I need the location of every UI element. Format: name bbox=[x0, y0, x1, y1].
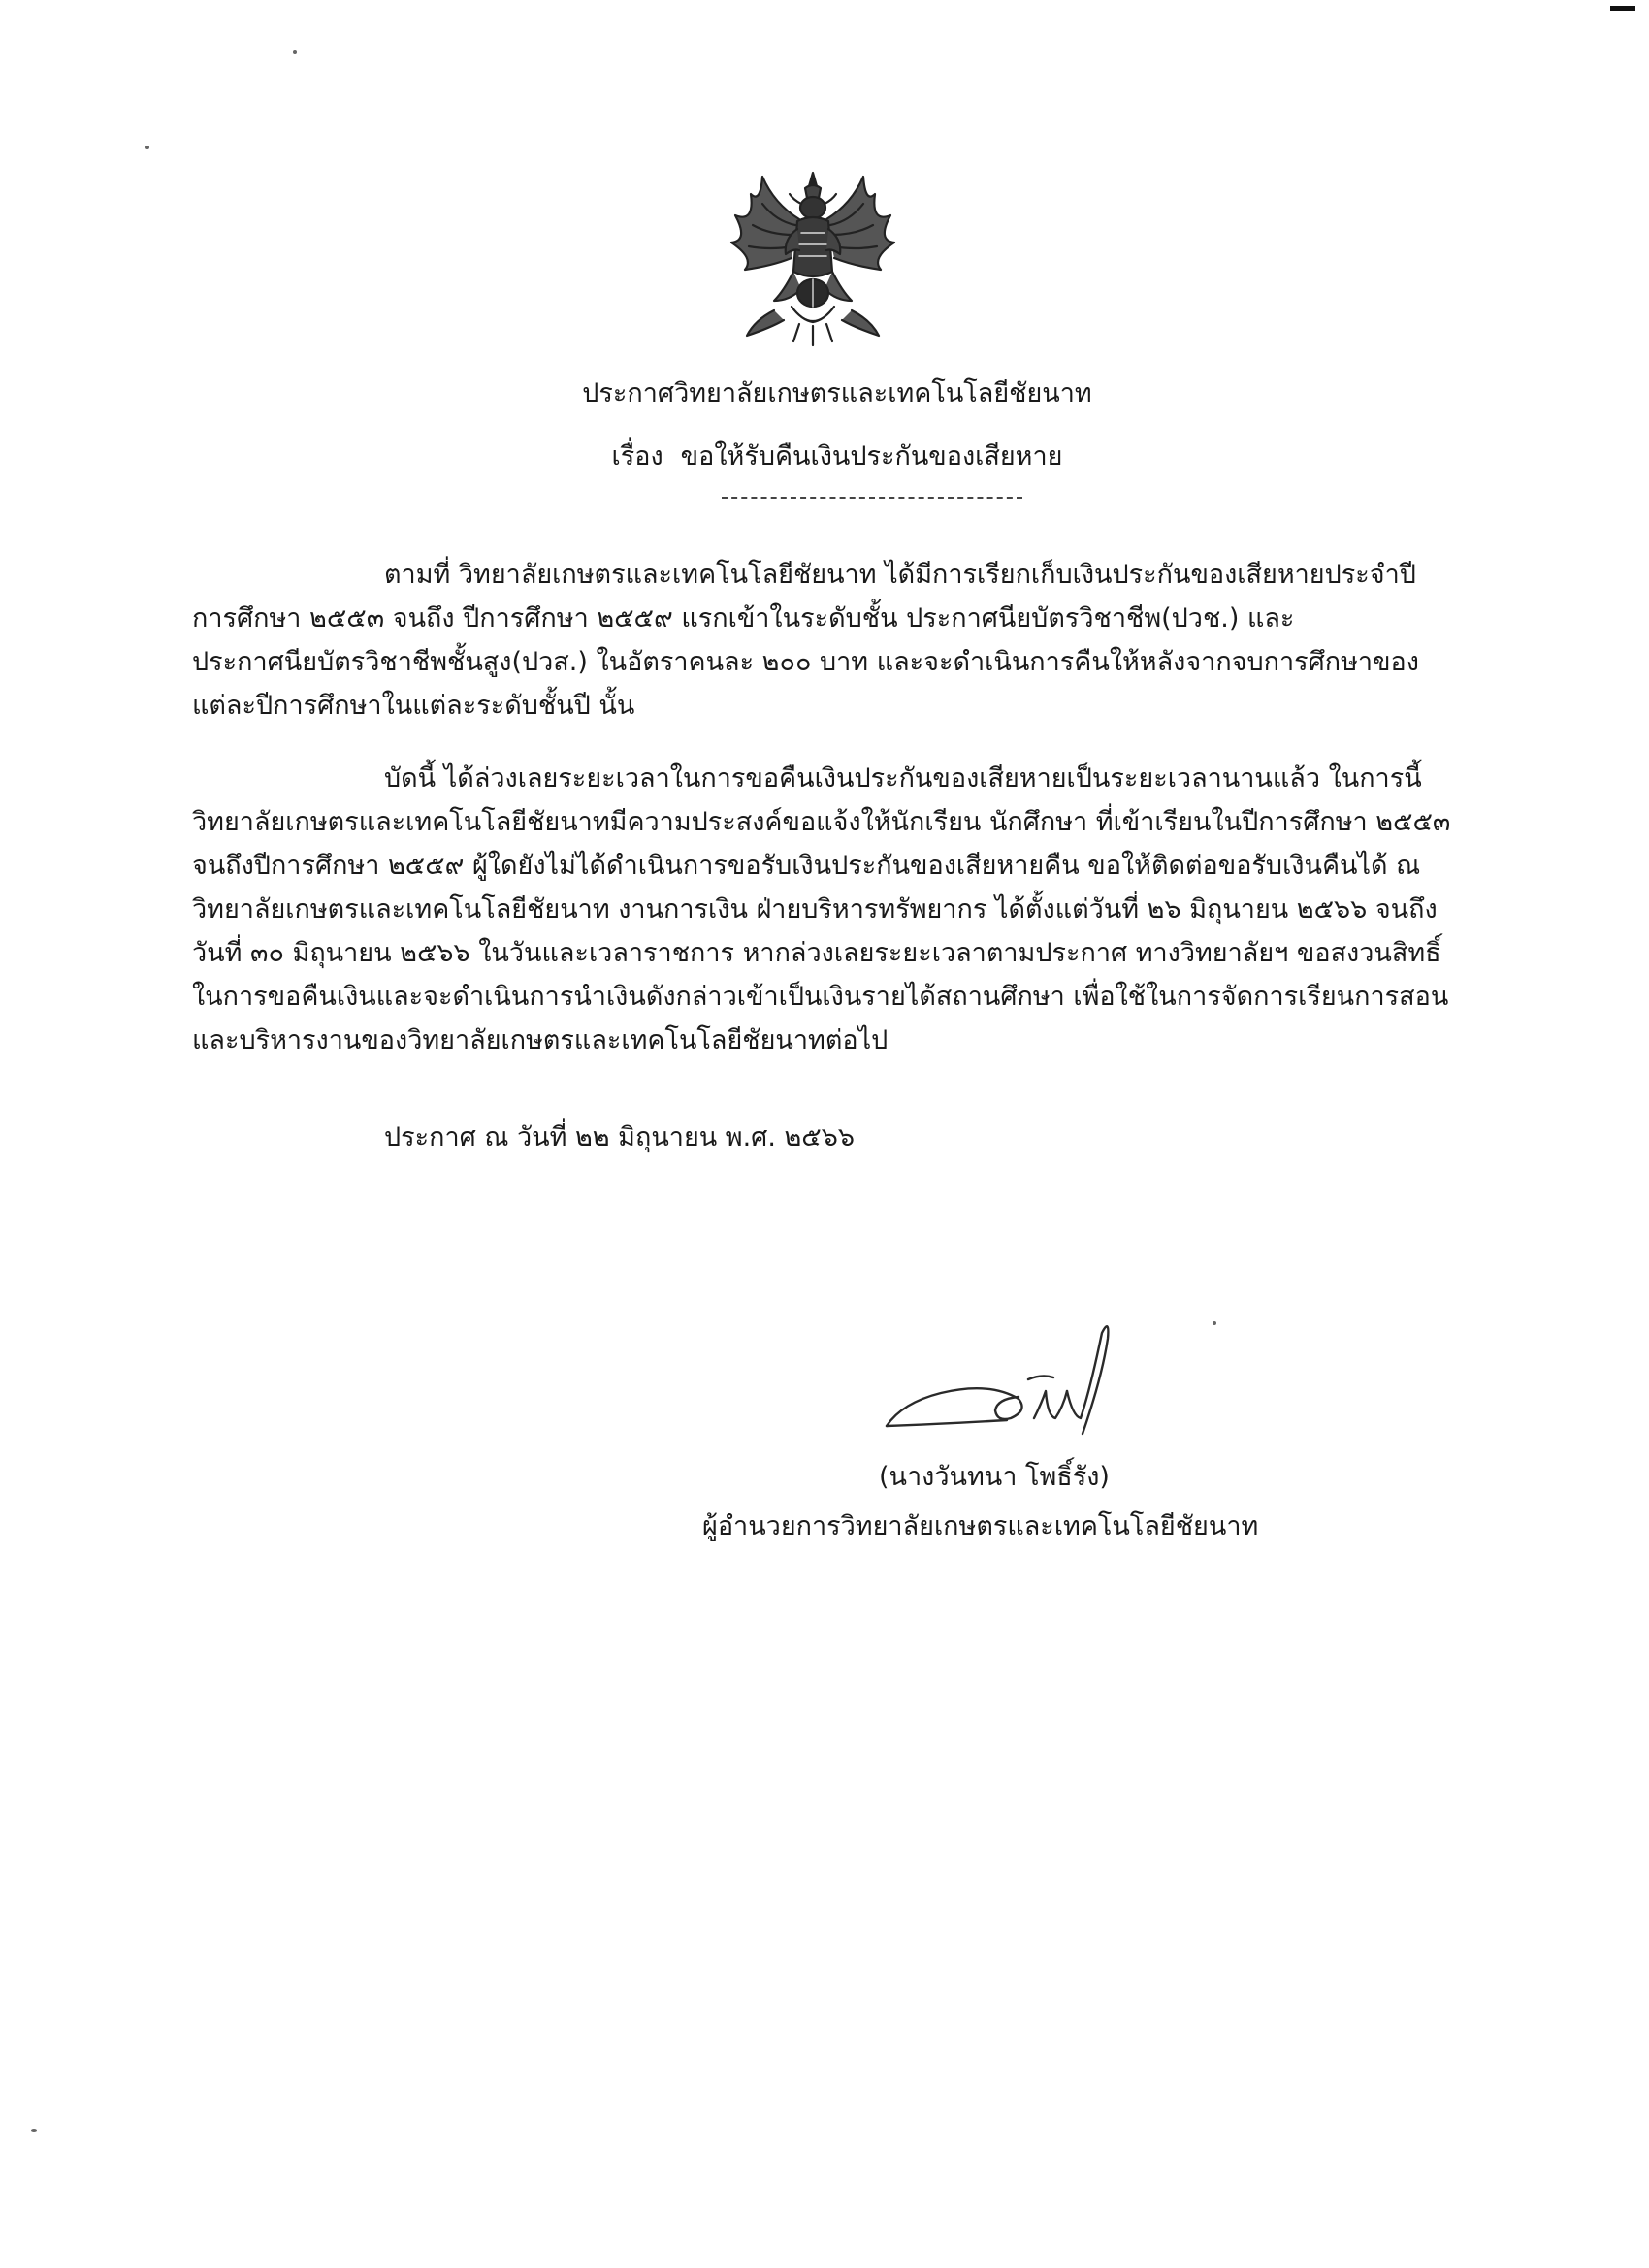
scan-speck bbox=[1212, 1321, 1216, 1325]
paragraph-line: ประกาศนียบัตรวิชาชีพชั้นสูง(ปวส.) ในอัตราคนละ ๒๐๐ บาท และจะดำเนินการคืนให้หลังจากจบการศึกษาของ bbox=[192, 647, 1419, 677]
signatory-name: (นางวันทนา โพธิ์รัง) bbox=[879, 1462, 1110, 1492]
scan-speck bbox=[146, 146, 149, 149]
paragraph-line: วันที่ ๓๐ มิถุนายน ๒๕๖๖ ในวันและเวลาราชการ หากล่วงเลยระยะเวลาตามประกาศ ทางวิทยาลัยฯ ขอสงวนสิทธิ์ bbox=[192, 938, 1441, 968]
paragraph-line: ตามที่ วิทยาลัยเกษตรและเทคโนโลยีชัยนาท ได้มีการเรียกเก็บเงินประกันของเสียหายประจำปี bbox=[384, 560, 1416, 590]
paragraph-line: จนถึงปีการศึกษา ๒๕๕๙ ผู้ใดยังไม่ได้ดำเนินการขอรับเงินประกันของเสียหายคืน ขอให้ติดต่อขอรับเงินคืนได้ ณ bbox=[192, 851, 1421, 881]
paragraph-line: และบริหารงานของวิทยาลัยเกษตรและเทคโนโลยีชัยนาทต่อไป bbox=[192, 1025, 889, 1055]
garuda-emblem-icon bbox=[716, 165, 910, 349]
announcement-subject bbox=[13, 439, 1649, 474]
paragraph-line: บัดนี้ ได้ล่วงเลยระยะเวลาในการขอคืนเงินประกันของเสียหายเป็นระยะเวลานานแล้ว ในการนี้ bbox=[384, 763, 1422, 794]
paragraph-line: แต่ละปีการศึกษาในแต่ละระดับชั้นปี นั้น bbox=[192, 691, 635, 721]
signatory-position: ผู้อำนวยการวิทยาลัยเกษตรและเทคโนโลยีชัยนาท bbox=[702, 1511, 1259, 1541]
paragraph-line: การศึกษา ๒๕๕๓ จนถึง ปีการศึกษา ๒๕๕๙ แรกเข้าในระดับชั้น ประกาศนียบัตรวิชาชีพ(ปวช.) และ bbox=[192, 603, 1295, 633]
paragraph-line: วิทยาลัยเกษตรและเทคโนโลยีชัยนาท งานการเงิน ฝ่ายบริหารทรัพยากร ได้ตั้งแต่วันที่ ๒๖ มิถุนายน ๒๕๖๖ จนถึง bbox=[192, 894, 1438, 924]
announcement-date: ประกาศ ณ วันที่ ๒๒ มิถุนายน พ.ศ. ๒๕๖๖ bbox=[384, 1122, 855, 1152]
signature-icon bbox=[883, 1310, 1183, 1465]
scan-speck bbox=[31, 2129, 37, 2132]
body-paragraph-2 bbox=[192, 757, 1453, 1062]
subject-label: เรื่อง bbox=[611, 441, 663, 471]
body-paragraph-1 bbox=[192, 553, 1453, 728]
title-divider bbox=[722, 497, 1022, 499]
announcement-title: ประกาศวิทยาลัยเกษตรและเทคโนโลยีชัยนาท bbox=[582, 378, 1092, 408]
scan-speck bbox=[293, 50, 297, 54]
scan-mark bbox=[1610, 6, 1635, 11]
paragraph-line: วิทยาลัยเกษตรและเทคโนโลยีชัยนาทมีความประสงค์ขอแจ้งให้นักเรียน นักศึกษา ที่เข้าเรียนในปีการศึกษา ๒๕๕๓ bbox=[192, 807, 1451, 837]
paragraph-line: ในการขอคืนเงินและจะดำเนินการนำเงินดังกล่าวเข้าเป็นเงินรายได้สถานศึกษา เพื่อใช้ในการจัดการเรียนการสอน bbox=[192, 982, 1449, 1012]
subject-text: ขอให้รับคืนเงินประกันของเสียหาย bbox=[680, 441, 1063, 471]
